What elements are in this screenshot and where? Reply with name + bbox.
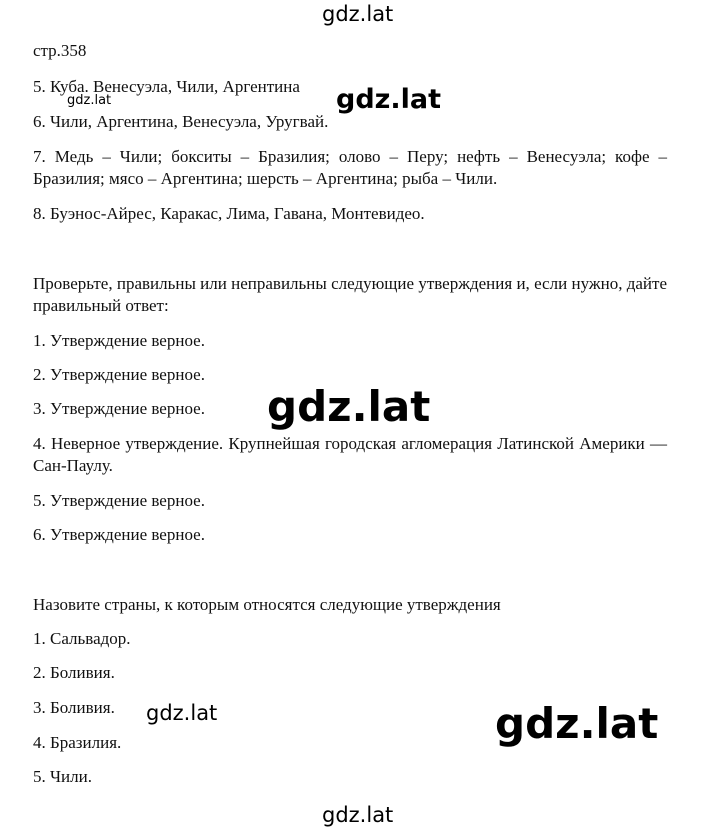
watermark-small: gdz.lat xyxy=(146,701,218,725)
statement-3: 3. Утверждение верное. xyxy=(33,399,205,418)
section-heading-name-countries: Назовите страны, к которым относятся следующие утверждения xyxy=(33,595,501,614)
statement-5: 5. Утверждение верное. xyxy=(33,491,205,510)
statement-2: 2. Утверждение верное. xyxy=(33,365,205,384)
statement-4: 4. Неверное утверждение. Крупнейшая городская агломерация Латинской Америки — Сан-Паулу. xyxy=(33,434,667,475)
watermark-bottom: gdz.lat xyxy=(322,803,394,827)
watermark-top: gdz.lat xyxy=(322,2,394,26)
answer-8: 8. Буэнос-Айрес, Каракас, Лима, Гавана, Монтевидео. xyxy=(33,204,425,223)
answer-6: 6. Чили, Аргентина, Венесуэла, Уругвай. xyxy=(33,112,329,131)
page-label: стр.358 xyxy=(33,41,87,60)
watermark-mid: gdz.lat xyxy=(267,382,431,431)
country-answer-4: 4. Бразилия. xyxy=(33,733,122,752)
country-answer-2: 2. Боливия. xyxy=(33,663,115,682)
watermark-tiny: gdz.lat xyxy=(67,93,112,108)
answer-5: 5. Куба. Венесуэла, Чили, Аргентина xyxy=(33,77,300,96)
section-heading-check-statements: Проверьте, правильны или неправильны следующие утверждения и, если нужно, дайте правильный ответ: xyxy=(33,274,667,315)
country-answer-3: 3. Боливия. xyxy=(33,698,115,717)
answer-7: 7. Медь – Чили; бокситы – Бразилия; олово – Перу; нефть – Венесуэла; кофе – Бразилия; мясо – Аргентина; шерсть – Аргентина; рыба – Чили. xyxy=(33,147,667,188)
watermark-inline: gdz.lat xyxy=(336,84,442,115)
statement-6: 6. Утверждение верное. xyxy=(33,525,205,544)
statement-1: 1. Утверждение верное. xyxy=(33,331,205,350)
watermark-large: gdz.lat xyxy=(495,699,659,748)
country-answer-5: 5. Чили. xyxy=(33,767,92,786)
country-answer-1: 1. Сальвадор. xyxy=(33,629,131,648)
